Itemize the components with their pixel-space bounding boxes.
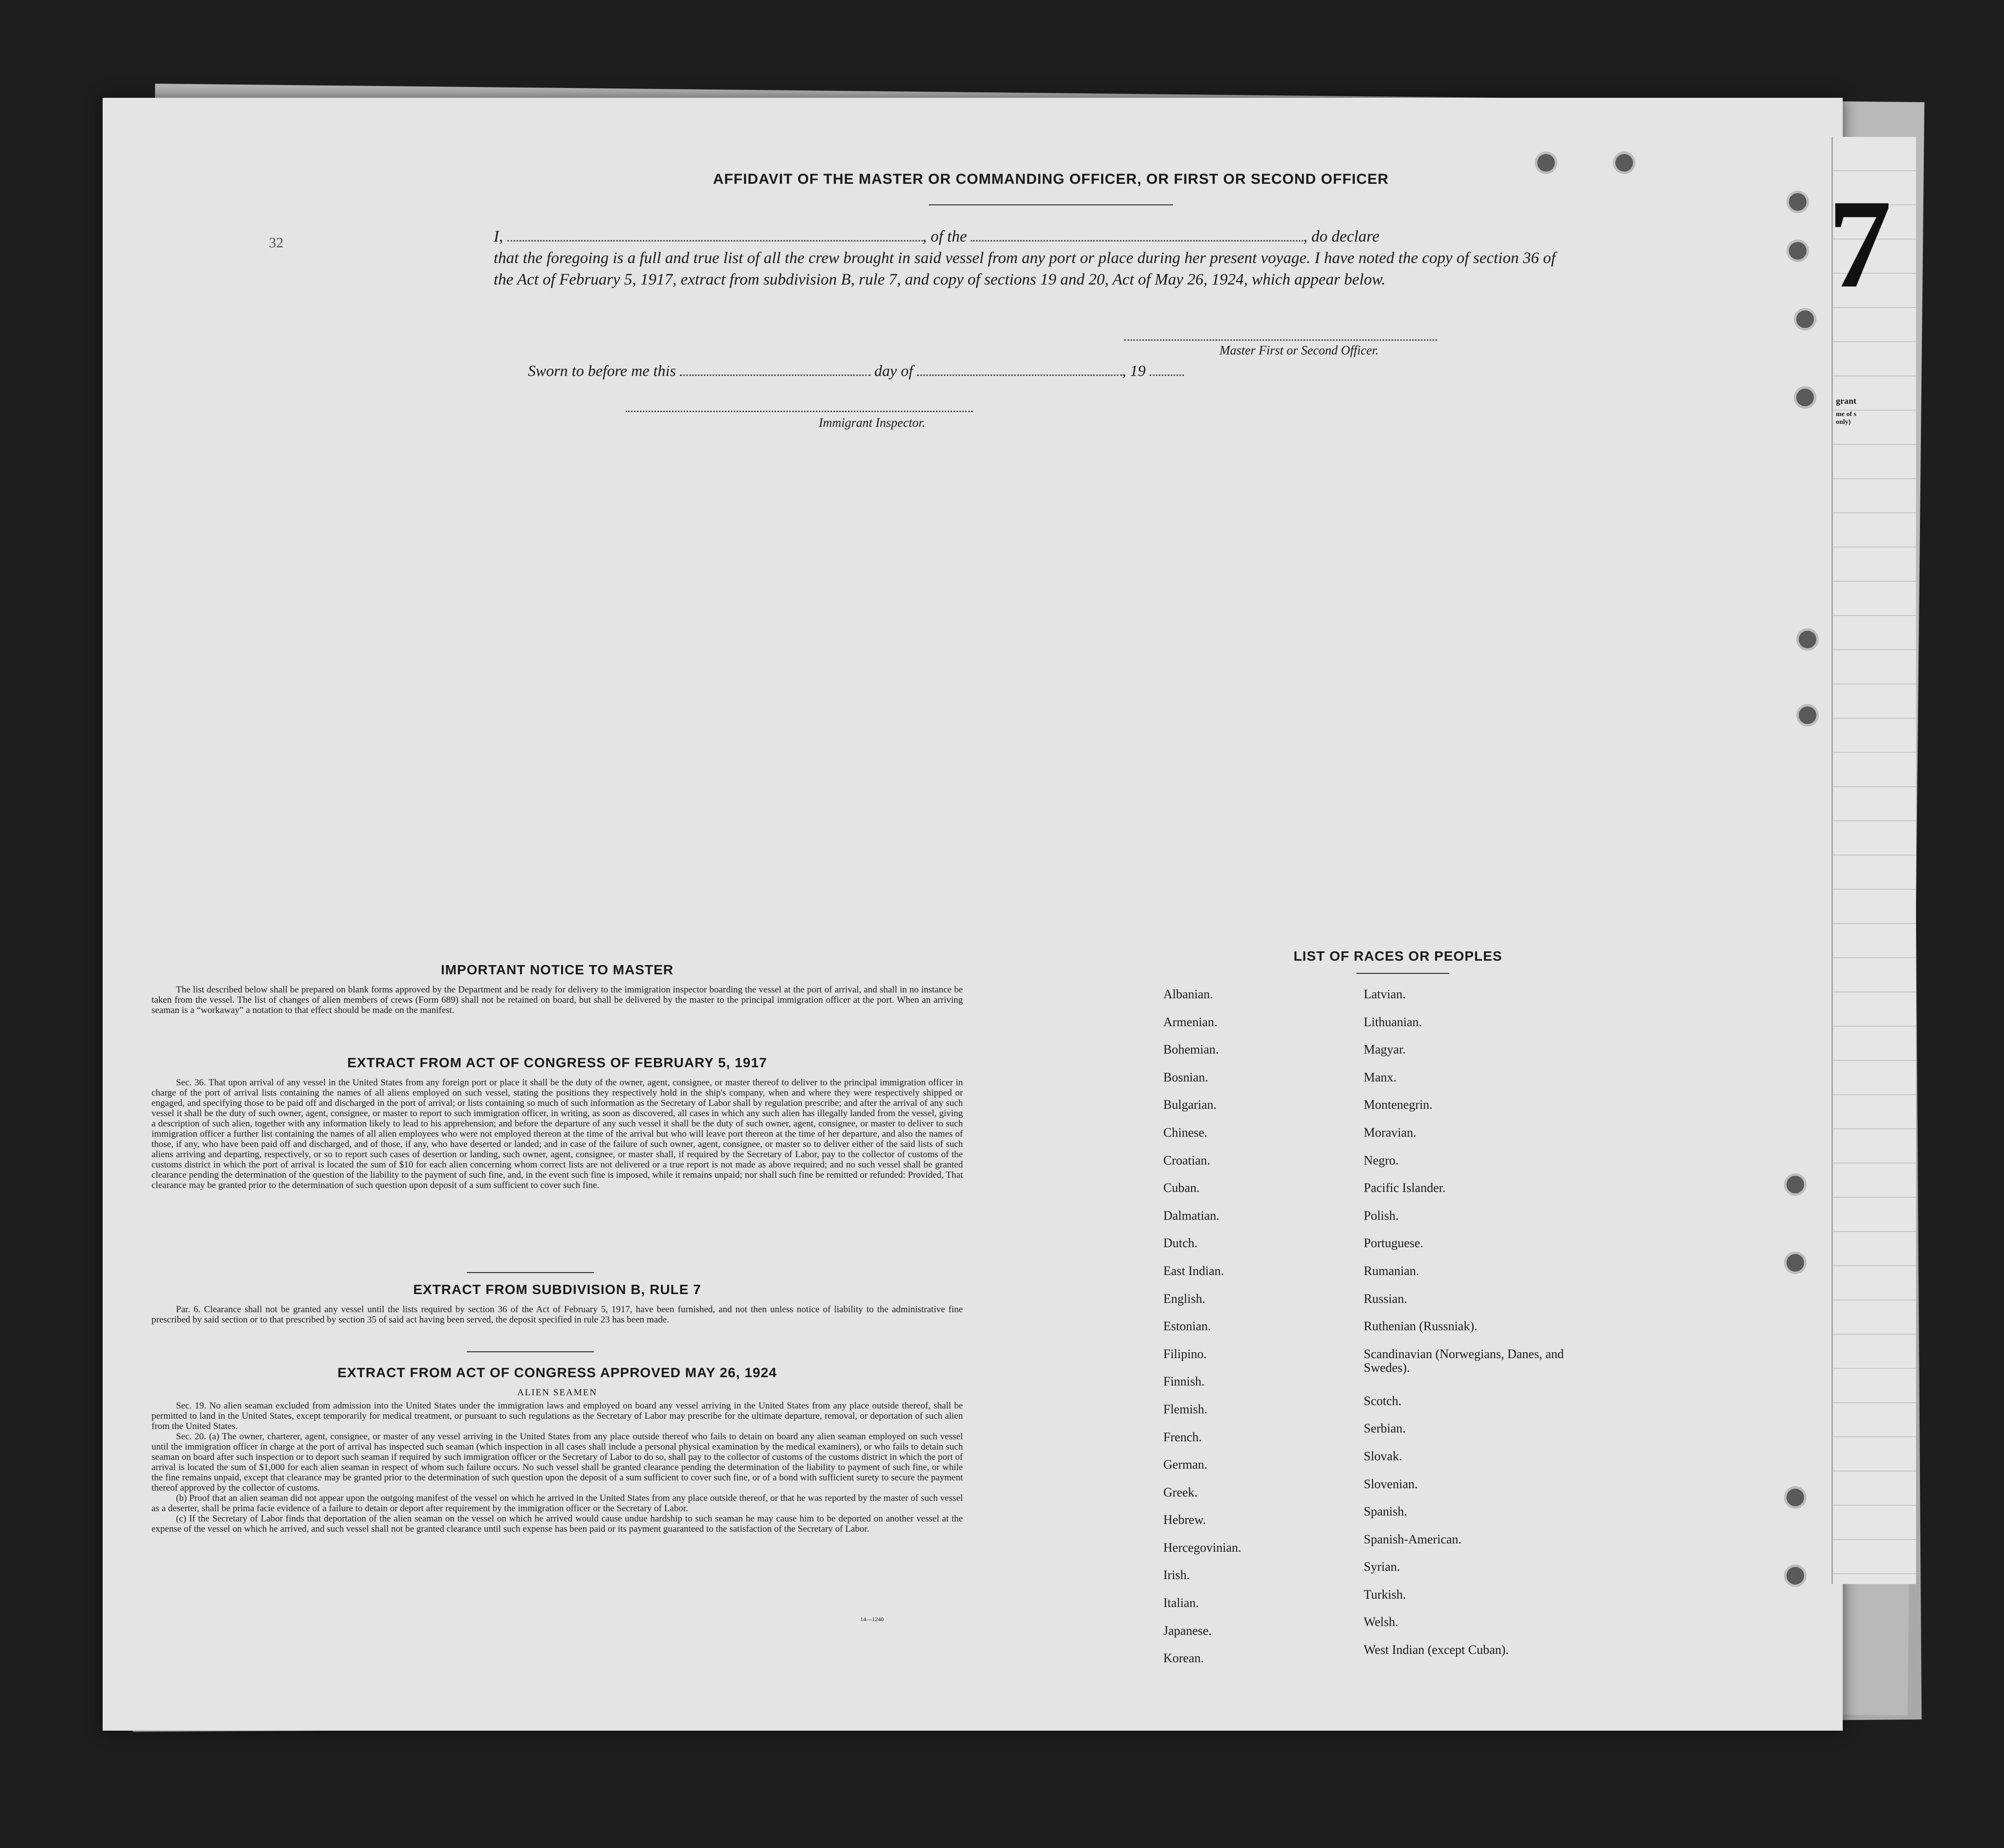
race-item: Russian. <box>1364 1291 1407 1306</box>
ruled-edge <box>1831 137 1916 1584</box>
extract-1917-block <box>152 1078 963 1190</box>
race-item: Slovenian. <box>1364 1476 1418 1491</box>
race-item: Estonian. <box>1163 1319 1211 1334</box>
divider <box>467 1272 594 1273</box>
race-item: Italian. <box>1163 1596 1199 1610</box>
race-item: Rumanian. <box>1364 1263 1419 1278</box>
sworn-year-blank[interactable] <box>1150 374 1184 376</box>
sec-20b-text: (b) Proof that an alien seaman did not appear upon the outgoing manifest of the vessel on which he arrived in the United States from any place outside thereof, or that he was reported by the master of such vessel as a deserter, shall be prima facie evidence of a failure to detain or deport after requirement by the immigration officer or the Secretary of Labor. <box>152 1493 963 1514</box>
race-item: Welsh. <box>1364 1615 1398 1629</box>
race-item: Spanish-American. <box>1364 1532 1462 1546</box>
divider <box>467 1351 594 1352</box>
punch-hole <box>1784 1564 1807 1587</box>
master-signature-line[interactable] <box>1124 339 1437 341</box>
race-item: Lithuanian. <box>1364 1014 1422 1029</box>
race-item: East Indian. <box>1163 1263 1224 1278</box>
notice-title: IMPORTANT NOTICE TO MASTER <box>440 962 674 977</box>
punch-hole <box>1535 152 1557 174</box>
edge-label-grant: grant <box>1836 396 1856 406</box>
race-item: Greek. <box>1163 1485 1198 1499</box>
race-item: Scandinavian (Norwegians, Danes, and Swedes). <box>1364 1346 1564 1375</box>
race-item: Negro. <box>1364 1153 1399 1167</box>
inspector-signature-line[interactable] <box>626 411 973 412</box>
race-item: Filipino. <box>1163 1346 1207 1361</box>
punch-hole <box>1786 191 1809 213</box>
inspector-label: Immigrant Inspector. <box>819 416 926 430</box>
race-item: Magyar. <box>1364 1042 1406 1057</box>
race-item: Armenian. <box>1163 1014 1218 1029</box>
sworn-prefix: Sworn to before me this <box>528 362 676 379</box>
alien-seamen-subtitle: ALIEN SEAMEN <box>517 1387 597 1398</box>
affidavit-block <box>494 226 1569 290</box>
races-column-1 <box>1163 988 1242 1679</box>
race-item: Ruthenian (Russniak). <box>1364 1319 1478 1334</box>
race-item: Bulgarian. <box>1163 1098 1217 1112</box>
race-item: Chinese. <box>1163 1125 1208 1140</box>
race-item: Latvian. <box>1364 987 1406 1001</box>
race-item: English. <box>1163 1291 1205 1306</box>
race-item: Flemish. <box>1163 1402 1208 1416</box>
race-item: Dalmatian. <box>1163 1208 1220 1223</box>
extract-rule7-text: Par. 6. Clearance shall not be granted any vessel until the lists required by section 36 of the Act of February 5, 1917, have been furnished, and not then unless notice of liability to the administrative fine prescribed by said section or to that prescribed by section 35 of said act having been served, the deposit specified in rule 23 has been made. <box>152 1304 963 1325</box>
race-item: Hercegovinian. <box>1163 1540 1242 1555</box>
race-item: Bosnian. <box>1163 1070 1208 1084</box>
race-item: Croatian. <box>1163 1153 1211 1167</box>
race-item: Scotch. <box>1364 1393 1402 1408</box>
race-item: Hebrew. <box>1163 1513 1206 1527</box>
punch-hole <box>1794 386 1816 409</box>
sec-20a-text: Sec. 20. (a) The owner, charterer, agent, consignee, or master of any vessel arriving in the United States from any place outside thereof who fails to detain on board any alien seaman employed on such vessel until the immigration officer in charge at the port of arrival has inspected such seaman (which inspection in all cases shall include a personal physical examination by the medical examiners), or who fails to detain such seaman on board after such inspection or to deport such seaman if required by such immigration officer or the Secretary of Labor to do so, shall pay to the collector of customs of the customs district in which the port of arrival is located the sum of $1,000 for each alien seaman in respect of whom such failure occurs. No such vessel shall be granted clearance pending the determination of the liability to payment of such fine, or while the fine remains unpaid, except that clearance may be granted prior to the determination of such question upon the deposit of a sum sufficient to cover such fine, or of a bond with sufficient surety to secure the payment thereof approved by the collector of customs. <box>152 1431 963 1493</box>
affidavit-declare: , do declare <box>1303 228 1379 245</box>
race-item: Albanian. <box>1163 987 1213 1001</box>
race-item: Montenegrin. <box>1364 1098 1433 1112</box>
race-item: Pacific Islander. <box>1364 1181 1446 1195</box>
extract-1924-title: EXTRACT FROM ACT OF CONGRESS APPROVED MAY 26, 1924 <box>337 1365 777 1380</box>
race-item: Dutch. <box>1163 1236 1198 1251</box>
punch-hole <box>1796 704 1819 726</box>
race-item: Turkish. <box>1364 1587 1406 1602</box>
extract-rule7-block <box>152 1304 963 1325</box>
master-signature-label: Master First or Second Officer. <box>1220 343 1379 357</box>
race-item: Moravian. <box>1364 1125 1416 1140</box>
race-item: Korean. <box>1163 1651 1204 1666</box>
extract-1924-block <box>152 1386 963 1534</box>
race-item: Irish. <box>1163 1568 1190 1583</box>
race-item: Serbian. <box>1364 1421 1406 1436</box>
race-item: Finnish. <box>1163 1374 1205 1389</box>
race-item: Polish. <box>1364 1208 1399 1223</box>
punch-hole <box>1613 152 1635 174</box>
races-rule <box>1356 973 1449 974</box>
extract-1917-text: Sec. 36. That upon arrival of any vessel in the United States from any foreign port or place it shall be the duty of the owner, agent, consignee, or master thereof to deliver to the principal immigration officer in charge of the port of arrival lists containing the names of all aliens employed on such vessel, stating the positions they respectively hold in the ship's company, when and where they were respectively shipped or engaged, and specifying those to be paid off and discharged in the port of arrival; or lists containing so much of such information as the Secretary of Labor shall by regulation prescribe; and after the arrival of any such vessel it shall be the duty of such owner, agent, consignee, or master to report to such immigration officer, in writing, as soon as discovered, all cases in which any such alien has illegally landed from the vessel, giving a description of such alien, together with any information likely to lead to his apprehension; and before the departure of any such vessel it shall be the duty of such owner, agent, consignee, or master to deliver to such immigration officer a further list containing the names of all alien employees who were not employed thereon at the time of the arrival but who will leave port thereon at the time of her departure, and also the names of those, if any, who have been paid off and discharged, and of those, if any, who have deserted or landed; and in case of the failure of such owner, agent, consignee, or master so to deliver either of the said lists of such aliens arriving and departing, respectively, or so to report such cases of desertion or landing, such owner, agent, consignee, or master shall, if required by the Secretary of Labor, pay to the collector of customs of the customs district in which the port of arrival is located the sum of $10 for each alien concerning whom correct lists are not delivered or a true report is not made as above required; and no such vessel shall be granted clearance pending the determination of the question of the liability to the payment of such fine, and, in the event such fine is imposed, while it remains unpaid; nor shall such fine be remitted or refunded: Provided, That clearance may be granted prior to the determination of such question upon deposit of a sum sufficient to cover such fine. <box>152 1078 963 1190</box>
punch-hole <box>1786 240 1809 262</box>
affidavit-body: that the foregoing is a full and true list of all the crew brought in said vessel from any port or place during her present voyage. I have noted the copy of section 36 of the Act of February 5, 1917, extract from subdivision B, rule 7, and copy of sections 19 and 20, Act of May 26, 1924, which appear below. <box>494 249 1556 288</box>
sec-19-text: Sec. 19. No alien seaman excluded from admission into the United States under the immigration laws and employed on board any vessel arriving in the United States from any place outside thereof, shall be permitted to land in the United States, except temporarily for medical treatment, or pursuant to such regulations as the Secretary of Labor may prescribe for the ultimate departure, removal, or deportation of such alien from the United States. <box>152 1401 963 1431</box>
punch-hole <box>1784 1252 1807 1274</box>
punch-hole <box>1794 308 1816 330</box>
race-item: Portuguese. <box>1364 1236 1424 1251</box>
edge-label-sub: me of s only) <box>1836 411 1856 426</box>
name-blank[interactable] <box>507 240 923 242</box>
race-item: Manx. <box>1364 1070 1397 1084</box>
notice-text: The list described below shall be prepared on blank forms approved by the Department and be ready for delivery to the immigration inspector boarding the vessel at the port of arrival, and shall in no instance be taken from the vessel. The list of changes of alien members of crews (Form 689) shall not be retained on board, but shall be delivered by the master to the principal immigration officer at the port. When an arriving seaman is a “workaway” a notation to that effect should be made on the manifest. <box>152 985 963 1015</box>
sworn-year: , 19 <box>1122 362 1146 379</box>
extract-1917-title: EXTRACT FROM ACT OF CONGRESS OF FEBRUARY 5, 1917 <box>347 1055 767 1070</box>
sworn-day: day of <box>874 362 913 379</box>
manifest-page <box>103 98 1892 1731</box>
race-item: Bohemian. <box>1163 1042 1219 1057</box>
affidavit-title: AFFIDAVIT OF THE MASTER OR COMMANDING OFFICER, OR FIRST OR SECOND OFFICER <box>713 171 1389 187</box>
punch-hole <box>1784 1173 1807 1196</box>
races-column-2 <box>1364 988 1569 1671</box>
extract-rule7-title: EXTRACT FROM SUBDIVISION B, RULE 7 <box>413 1282 701 1297</box>
vessel-blank[interactable] <box>971 240 1303 242</box>
race-item: French. <box>1163 1430 1202 1444</box>
form-number: 14—1240 <box>860 1616 884 1623</box>
affidavit-i: I, <box>494 228 503 245</box>
sec-20c-text: (c) If the Secretary of Labor finds that deportation of the alien seaman on the vessel on which he arrived would cause undue hardship to such seaman he may cause him to be deported on another vessel at the expense of the vessel on which he arrived, and such vessel shall not be granted clearance until such expense has been paid or its payment guaranteed to the satisfaction of the Secretary of Labor. <box>152 1514 963 1534</box>
affidavit-of: , of the <box>922 228 967 245</box>
race-item: German. <box>1163 1457 1208 1472</box>
punch-hole <box>1784 1486 1807 1509</box>
sworn-month-blank[interactable] <box>917 374 1122 376</box>
race-item: Spanish. <box>1364 1504 1407 1519</box>
race-item: West Indian (except Cuban). <box>1364 1643 1509 1657</box>
page-number: 7 <box>1828 174 1892 314</box>
race-item: Cuban. <box>1163 1181 1200 1195</box>
sworn-line <box>528 362 1184 380</box>
race-item: Japanese. <box>1163 1623 1212 1638</box>
race-item: Syrian. <box>1364 1560 1400 1574</box>
notice-text-block <box>152 985 963 1015</box>
punch-hole <box>1796 628 1819 651</box>
race-item: Slovak. <box>1364 1449 1402 1463</box>
sworn-date-blank[interactable] <box>680 374 871 376</box>
pencil-mark: 32 <box>269 235 283 251</box>
races-title: LIST OF RACES OR PEOPLES <box>1293 948 1503 964</box>
title-rule <box>929 204 1173 205</box>
